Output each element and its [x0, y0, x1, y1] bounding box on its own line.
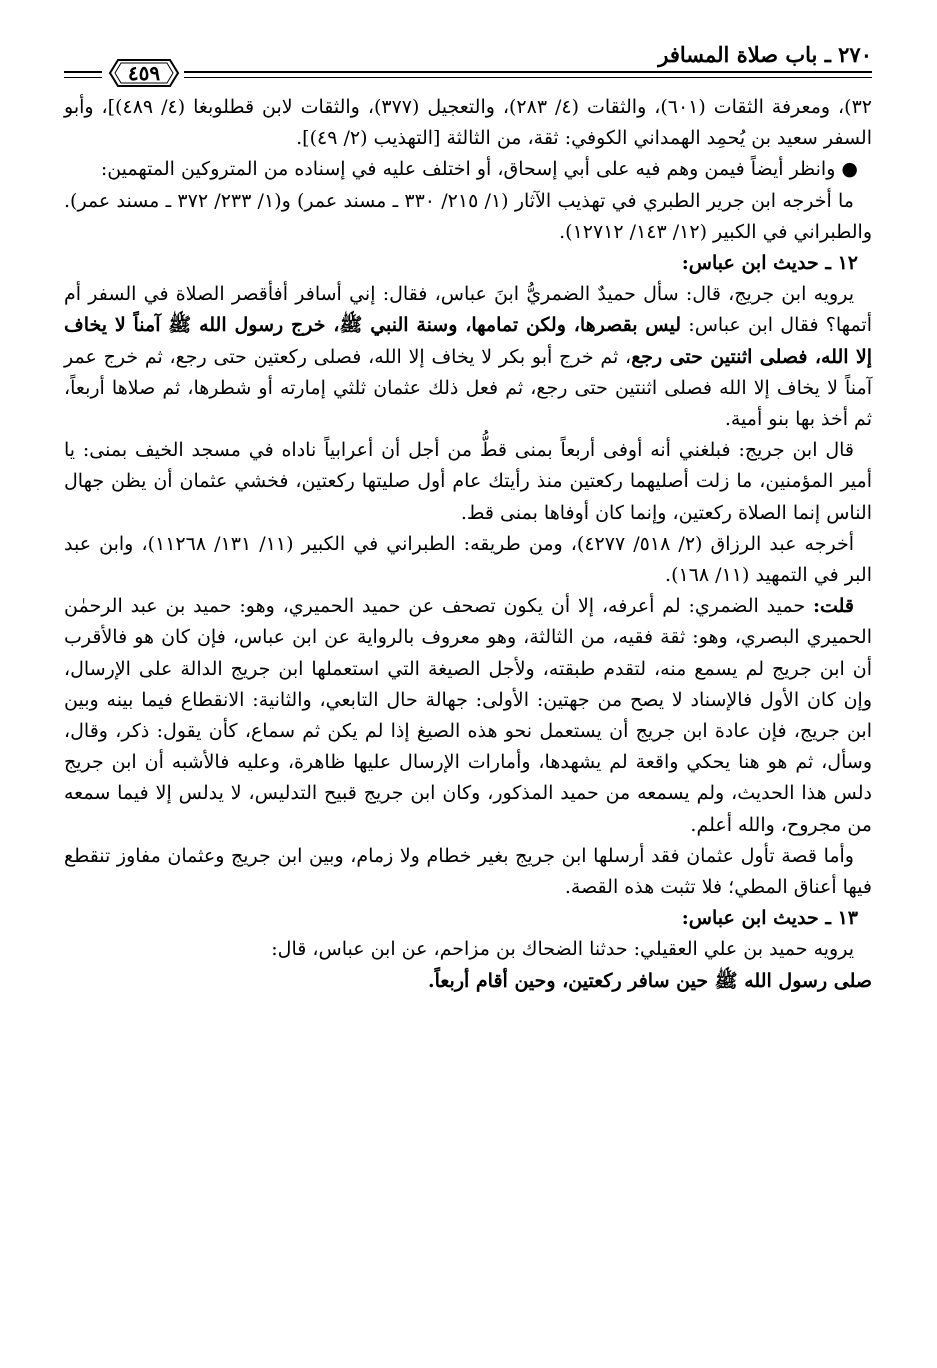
header-rule [184, 71, 872, 78]
page-number: ٤٥٩ [127, 61, 161, 85]
paragraph-hadith-13-matn: صلى رسول الله ﷺ حين سافر ركعتين، وحين أقام أربعاً. [427, 969, 872, 992]
hadith-matn: ليس بقصرها، ولكن تمامها، وسنة النبي ﷺ، خرج رسول الله ﷺ آمناً لا يخاف إلا الله، فصلى اثنتين حتى رجع [64, 314, 872, 368]
hadith-intro: يرويه ابن جريج، قال: سأل حميدٌ الضمريُّ ابنَ عباس، فقال: إني أسافر أفأقصر الصلاة في السفر أم أتمها؟ فقال ابن عباس: [64, 283, 872, 337]
page-number-badge [108, 58, 180, 88]
hadith-continuation: ، ثم خرج أبو بكر لا يخاف إلا الله، فصلى ركعتين حتى رجع، ثم خرج عمر آمناً لا يخاف إلا الله فصلى اثنتين حتى رجع، ثم فعل ذلك عثمان ثلثي إمارته أو شطرها، ثم صلاها أربعاً، ثم أخذ بها بنو أمية. [64, 345, 872, 431]
paragraph-hadith-12 [64, 279, 872, 435]
page [64, 40, 872, 997]
running-header [64, 40, 872, 92]
section-heading-12: ١٢ ـ حديث ابن عباس: [681, 252, 858, 275]
paragraph-takhrij-2: أخرجه عبد الرزاق (٢/ ٥١٨/ ٤٢٧٧)، ومن طريقه: الطبراني في الكبير (١١/ ١٣١/ ١١٢٦٨)، وابن عبد البر في التمهيد (١١/ ١٦٨). [64, 532, 872, 587]
paragraph-commentary [64, 591, 872, 841]
paragraph-takhrij-1: ما أخرجه ابن جرير الطبري في تهذيب الآثار (١/ ٢١٥/ ٣٣٠ ـ مسند عمر) و(١/ ٢٣٣/ ٣٧٢ ـ مسند عمر). والطبراني في الكبير (١٢/ ١٤٣/ ١٢٧١٢). [64, 189, 872, 243]
paragraph-ibn-jurayj: قال ابن جريج: فبلغني أنه أوفى أربعاً بمنى قطُّ من أجل أن أعرابياً ناداه في مسجد الخيف بمنى: يا أمير المؤمنين، ما زلت أصليهما ركعتين منذ رأيتك عام أول صليتها ركعتين، فخشي عثمان أن يظن جهال الناس إنما الصلاة ركعتين، وإنما كان أوفاها بمنى قط. [64, 439, 872, 524]
section-heading-13: ١٣ ـ حديث ابن عباس: [681, 907, 858, 930]
paragraph-uthman-story: وأما قصة تأول عثمان فقد أرسلها ابن جريج بغير خطام ولا زمام، وبين ابن جريج وعثمان مفاوز تنقطع فيها أعناق المطي؛ فلا تثبت هذه القصة. [64, 844, 872, 899]
body-text [64, 92, 872, 997]
header-rule-left [64, 71, 102, 78]
paragraph-hadith-13-isnad: يرويه حميد بن علي العقيلي: حدثنا الضحاك بن مزاحم، عن ابن عباس، قال: [271, 938, 854, 961]
chapter-title: ٢٧٠ ـ باب صلاة المسافر [658, 42, 872, 67]
paragraph-continuation: ٣٢)، ومعرفة الثقات (٦٠١)، والثقات (٤/ ٢٨٣)، والتعجيل (٣٧٧)، والثقات لابن قطلوبغا (٤/ ٤٨٩)]، وأبو السفر سعيد بن يُحمِد الهمداني الكوفي: ثقة، من الثالثة [التهذيب (٢/ ٤٩)]. [64, 96, 873, 150]
commentary-text: حميد الضمري: لم أعرفه، إلا أن يكون تصحف عن حميد الحميري، وهو: حميد بن عبد الرحمٰن الحميري البصري، وهو: ثقة فقيه، من الثالثة، وهو معروف بالرواية عن ابن عباس، فإن كان هو فالأقرب أن ابن جريج لم يسمع منه، لتقدم طبقته، ولأجل الصيغة التي استعملها ابن جريج الدالة على الإرسال، وإن كان الأول فالإسناد لا يصح من جهتين: الأولى: جهالة حال التابعي، والثانية: الانقطاع فيما بينه وبين ابن جريج، فإن عادة ابن جريج أن يستعمل نحو هذه الصيغ إذا لم يكن ثم سماع، كأن يقول: ذكر، وقال، وسأل، ثم هو هنا يحكي واقعة لم يشهدها، وأمارات الإرسال عليها ظاهرة، وعليه فالأشبه أن ابن جريج دلس هذا الحديث، ولم يسمعه من حميد المذكور، وكان ابن جريج قبيح التدليس، لا يدلس إلا فيما سمعه من مجروح، والله أعلم. [64, 595, 872, 836]
commentary-label: قلت: [812, 595, 854, 618]
paragraph-see-also: ● وانظر أيضاً فيمن وهم فيه على أبي إسحاق، أو اختلف عليه في إسناده من المتروكين المتهمين: [100, 158, 858, 181]
